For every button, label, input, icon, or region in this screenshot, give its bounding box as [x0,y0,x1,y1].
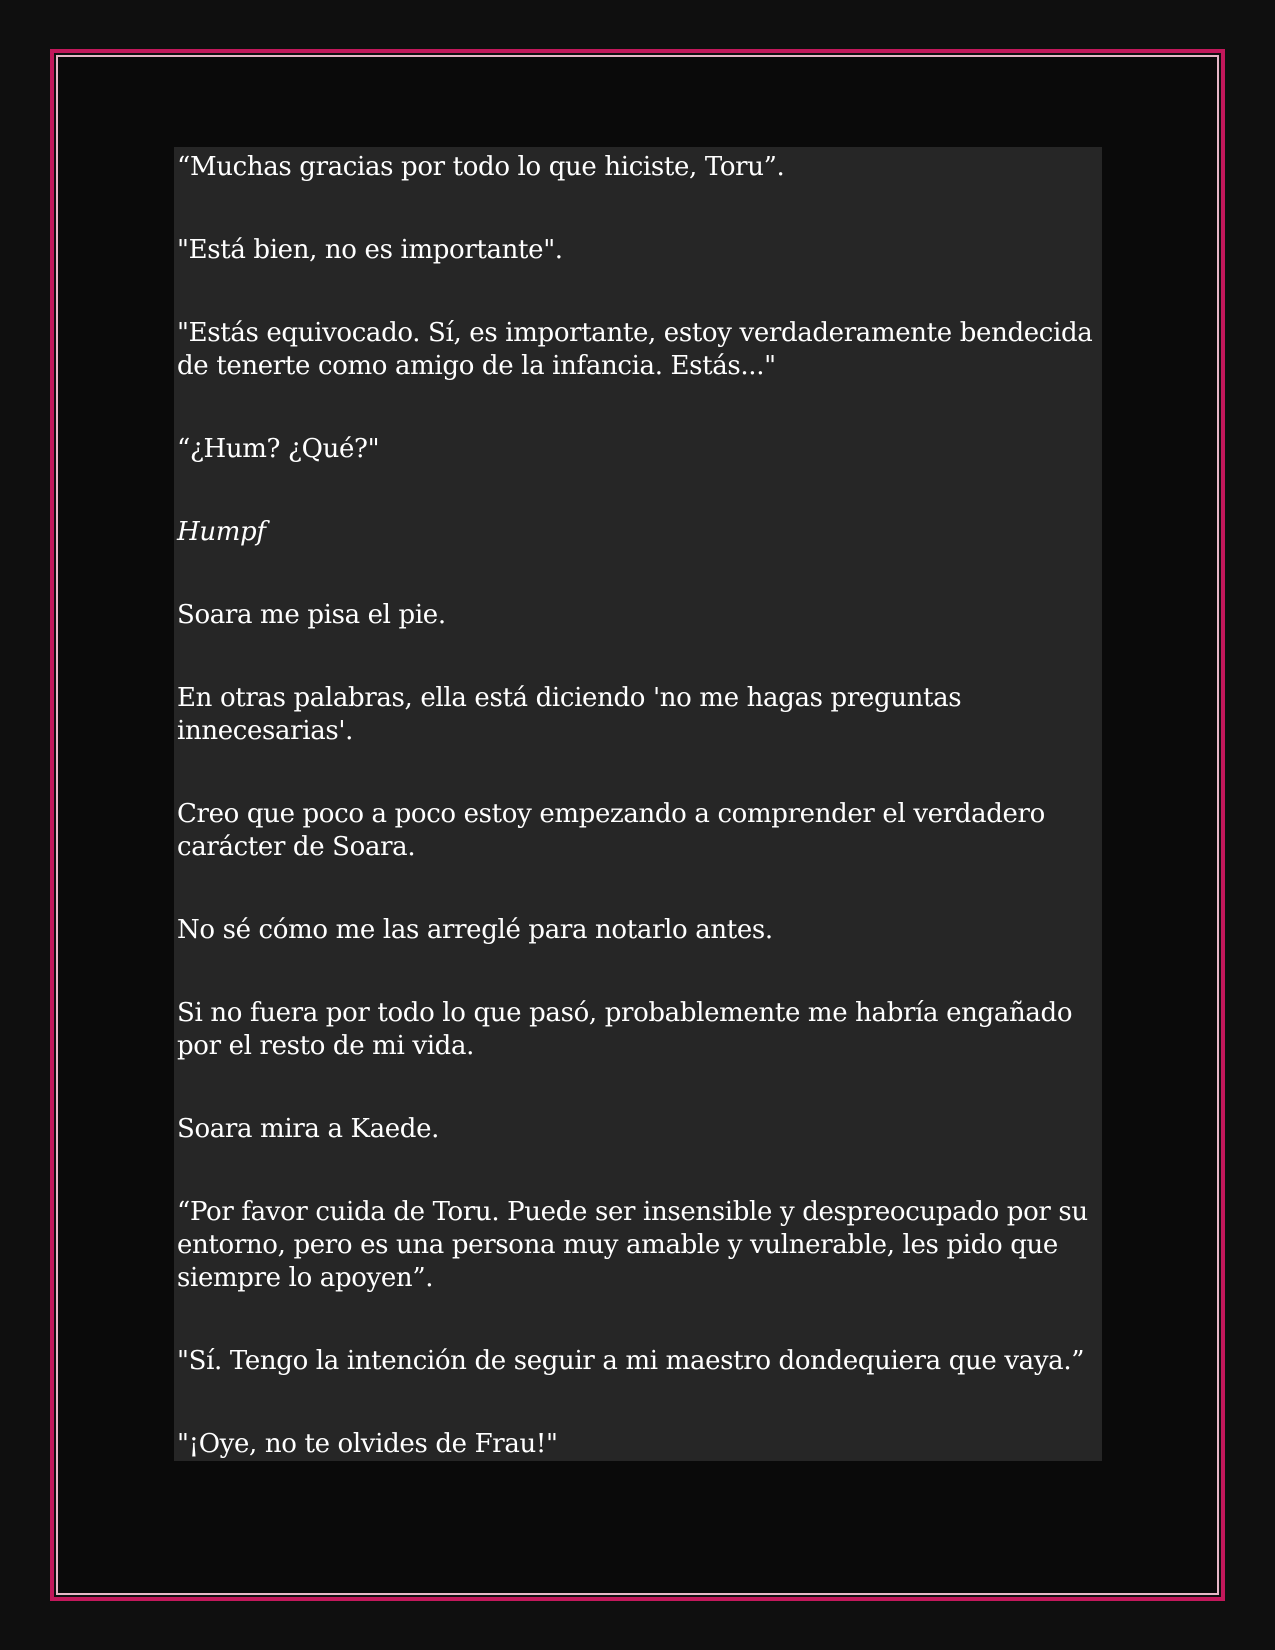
text-panel [174,147,1102,1461]
paragraph-8: Creo que poco a poco estoy empezando a comprender el verdadero carácter de Soara. [177,799,1045,862]
paragraph-13: "Sí. Tengo la intención de seguir a mi maestro dondequiera que vaya.” [177,1346,1085,1376]
paragraph-11: Soara mira a Kaede. [177,1114,440,1144]
paragraph-10: Si no fuera por todo lo que pasó, probablemente me habría engañado por el resto de mi vida. [177,998,1073,1061]
paragraph-3: "Estás equivocado. Sí, es importante, estoy verdaderamente bendecida de tenerte como amigo de la infancia. Estás..." [177,318,1093,381]
paragraph-7: En otras palabras, ella está diciendo 'no me hagas preguntas innecesarias'. [177,683,962,746]
paragraph-12: “Por favor cuida de Toru. Puede ser insensible y despreocupado por su entorno, pero es una persona muy amable y vulnerable, les pido que siempre lo apoyen”. [177,1197,1088,1293]
paragraph-6: Soara me pisa el pie. [177,600,446,630]
paragraph-1: “Muchas gracias por todo lo que hiciste, Toru”. [177,152,785,182]
paragraph-5: Humpf [177,517,266,547]
paragraph-2: "Está bien, no es importante". [177,235,563,265]
paragraph-9: No sé cómo me las arreglé para notarlo antes. [177,915,773,945]
paragraph-4: “¿Hum? ¿Qué?" [177,434,380,464]
paragraph-14: "¡Oye, no te olvides de Frau!" [177,1429,558,1459]
